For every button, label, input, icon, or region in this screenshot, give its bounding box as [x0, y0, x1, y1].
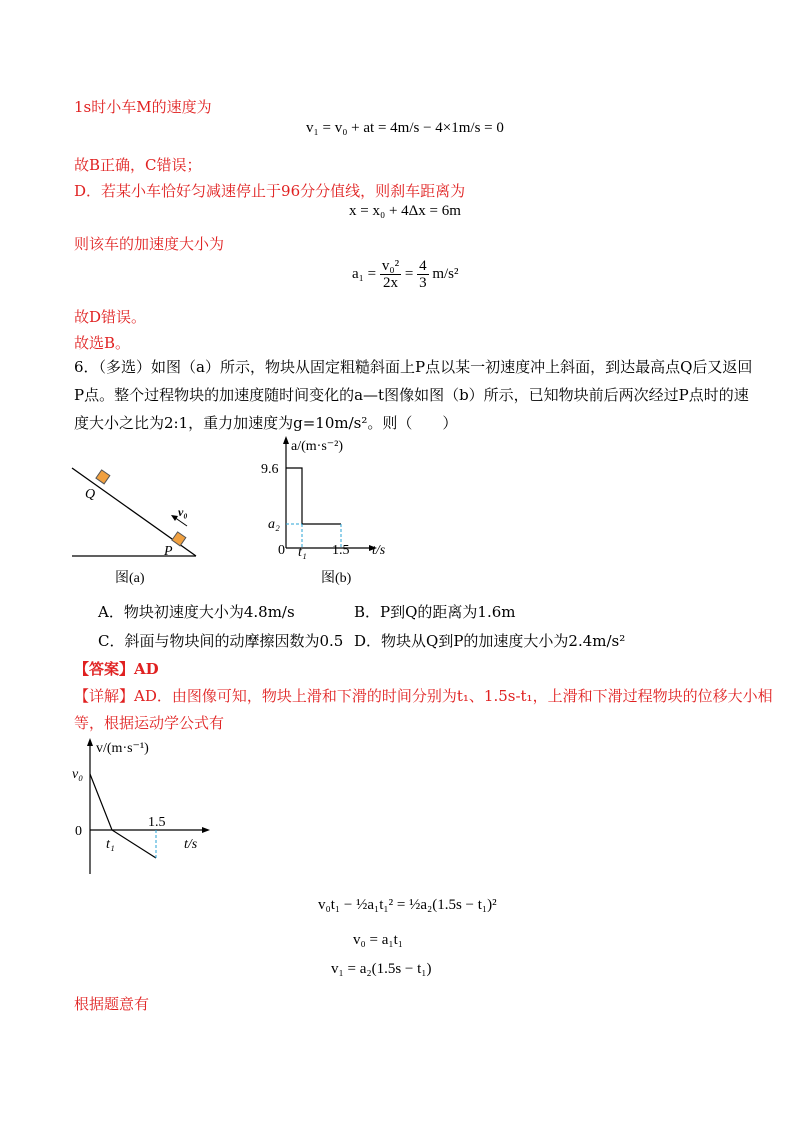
solution-line-1: 1s时小车M的速度为: [74, 98, 212, 116]
option-c: C．斜面与物块间的动摩擦因数为0.5: [98, 632, 344, 650]
answer-line: 【答案】AD: [74, 660, 159, 678]
solution-line-3: D．若某小车恰好匀减速停止于96分分值线，则刹车距离为: [74, 182, 466, 200]
vt-y-arrow: [87, 738, 93, 746]
eq-a1-den1: 2x: [382, 275, 398, 291]
eq-a1-num1: v₀²: [381, 258, 400, 274]
vt-y-tick-v0: v₀: [72, 767, 84, 782]
vt-curve: [90, 774, 156, 858]
label-p: P: [164, 544, 173, 559]
equation-x: x = x₀ + 4Δx = 6m: [349, 203, 461, 219]
vt-x-tick-0: 0: [75, 824, 82, 839]
equation-displacement: v₀t₁ − ½a₁t₁² = ½a₂(1.5s − t₁)²: [318, 897, 497, 913]
solution-line-2: 故B正确，C错误；: [74, 156, 202, 174]
solution-line-5: 故D错误。: [74, 308, 147, 326]
block-p: [172, 532, 186, 546]
equation-a1: [352, 258, 458, 291]
vt-xlabel: t/s: [184, 837, 198, 852]
equation-v1: v₁ = v₀ + at = 4m/s − 4×1m/s = 0: [306, 120, 504, 136]
at-curve: [286, 468, 341, 524]
figure-b-at-graph: [255, 436, 405, 588]
question-line-2: P点。整个过程物块的加速度随时间变化的a—t图像如图（b）所示，已知物块前后两次经过P点时的速: [74, 386, 749, 404]
velocity-arrowhead: [171, 515, 178, 521]
eq-a1-num2: 4: [419, 258, 427, 274]
label-v0: v₀: [178, 505, 188, 519]
figure-a-incline: [70, 460, 210, 590]
at-y-arrow: [283, 436, 289, 444]
solution-line-6: 故选B。: [74, 334, 131, 352]
vt-x-tick-end: 1.5: [148, 815, 166, 830]
vt-x-arrow: [202, 827, 210, 833]
at-y-tick-low: a₂: [268, 517, 280, 532]
eq-a1-lhs: a₁ =: [352, 265, 377, 282]
equation-v0: v₀ = a₁t₁: [353, 932, 403, 948]
vt-x-tick-t1: t₁: [106, 837, 115, 852]
question-line-3: 度大小之比为2:1，重力加速度为g=10m/s²。则（ ）: [74, 414, 458, 432]
eq-a1-unit: m/s²: [432, 265, 459, 282]
figure-b-caption: 图(b): [321, 571, 352, 586]
block-q: [96, 470, 110, 484]
detail-line-1: 【详解】AD．由图像可知，物块上滑和下滑的时间分别为t₁、1.5s-t₁，上滑和下滑过程物块的位移大小相: [74, 687, 773, 705]
at-ylabel: a/(m·s⁻²): [291, 439, 344, 454]
at-x-tick-0: 0: [278, 543, 285, 558]
option-a: A．物块初速度大小为4.8m/s: [98, 603, 295, 621]
question-line-1: 6．（多选）如图（a）所示，物块从固定粗糙斜面上P点以某一初速度冲上斜面，到达最高点Q后又返回: [74, 358, 753, 376]
eq-a1-den2: 3: [419, 275, 427, 291]
vt-ylabel: v/(m·s⁻¹): [96, 741, 149, 756]
closing-line: 根据题意有: [74, 995, 150, 1013]
at-x-tick-end: 1.5: [332, 543, 350, 558]
figure-a-caption: 图(a): [115, 571, 145, 586]
figure-vt-graph: [70, 732, 230, 877]
eq-a1-fraction-2: [417, 258, 429, 291]
eq-a1-fraction-1: [380, 258, 401, 291]
option-d: D．物块从Q到P的加速度大小为2.4m/s²: [354, 632, 626, 650]
at-x-tick-t1: t₁: [298, 545, 307, 560]
solution-line-4: 则该车的加速度大小为: [74, 235, 225, 253]
equation-v1-down: v₁ = a₂(1.5s − t₁): [331, 961, 432, 977]
at-xlabel: t/s: [372, 543, 386, 558]
label-q: Q: [85, 487, 96, 502]
eq-a1-mid: =: [404, 265, 414, 282]
at-y-tick-high: 9.6: [261, 462, 279, 477]
option-b: B．P到Q的距离为1.6m: [354, 603, 516, 621]
detail-line-2: 等，根据运动学公式有: [74, 714, 225, 732]
